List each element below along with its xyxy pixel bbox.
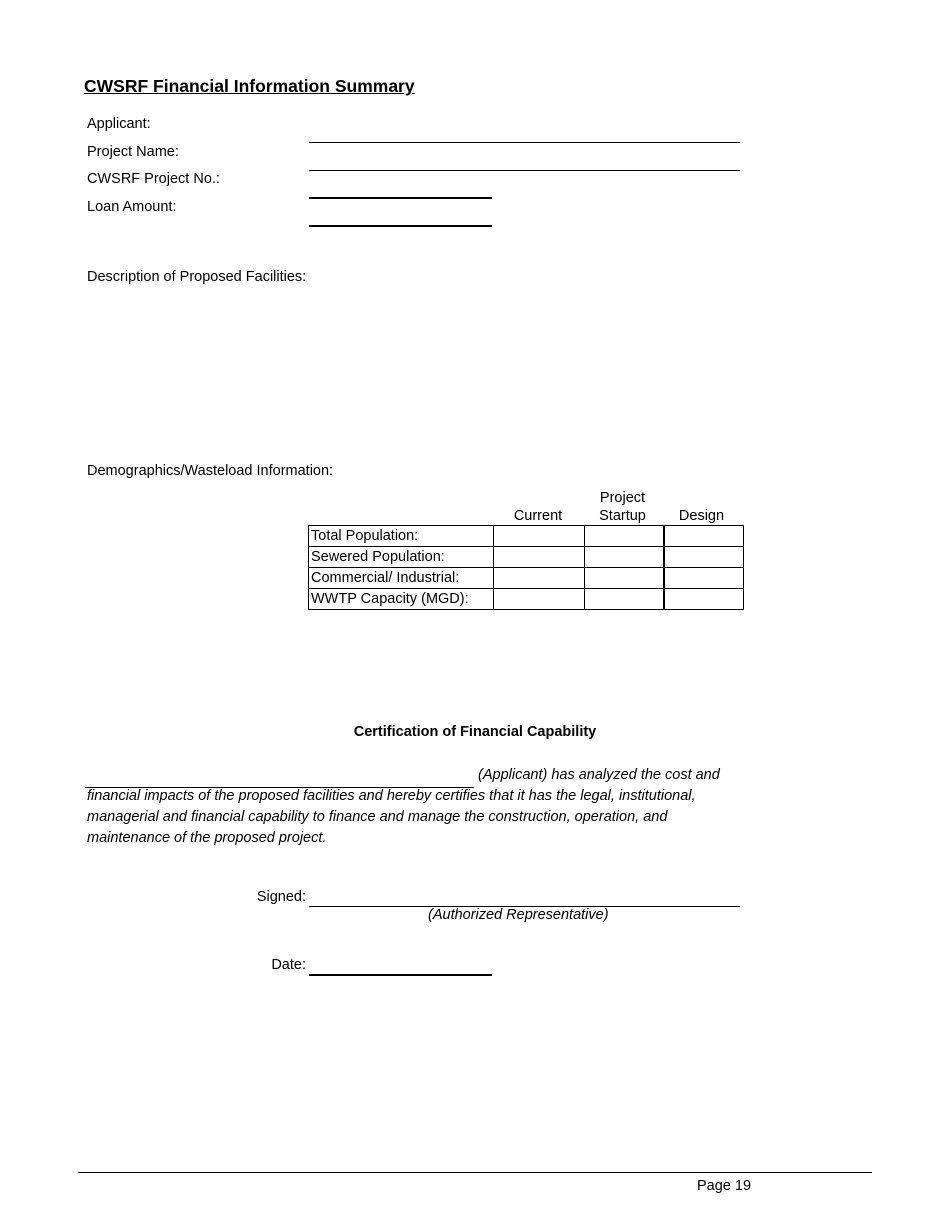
column-project-startup-line1: Project	[599, 490, 646, 506]
applicant-label: Applicant:	[87, 116, 151, 132]
authorized-representative-caption: (Authorized Representative)	[428, 907, 609, 923]
wwtp-capacity-startup-cell[interactable]	[585, 589, 665, 610]
loan-amount-field[interactable]	[309, 225, 492, 227]
column-current: Current	[513, 508, 563, 524]
table-row	[309, 589, 744, 610]
total-population-startup-cell[interactable]	[585, 526, 665, 547]
project-name-field[interactable]	[309, 170, 740, 171]
date-label: Date:	[271, 957, 306, 973]
certification-first-line: (Applicant) has analyzed the cost and	[478, 767, 720, 783]
commercial-industrial-current-cell[interactable]	[494, 568, 585, 589]
commercial-industrial-design-cell[interactable]	[664, 568, 744, 589]
wwtp-capacity-design-cell[interactable]	[664, 589, 744, 610]
project-no-label: CWSRF Project No.:	[87, 171, 220, 187]
table-row	[309, 568, 744, 589]
signed-label: Signed:	[256, 889, 306, 905]
commercial-industrial-startup-cell[interactable]	[585, 568, 665, 589]
date-field[interactable]	[309, 974, 492, 976]
project-no-field[interactable]	[309, 197, 492, 199]
table-row	[309, 547, 744, 568]
row-label-total-population: Total Population:	[309, 526, 494, 547]
certification-body: financial impacts of the proposed facilities and hereby certifies that it has the legal, institutional, managerial and financial capability to finance and manage the construction, operation, and maintenance of the proposed project.	[87, 788, 696, 846]
total-population-design-cell[interactable]	[664, 526, 744, 547]
table-row	[309, 526, 744, 547]
loan-amount-label: Loan Amount:	[87, 199, 177, 215]
project-name-label: Project Name:	[87, 144, 179, 160]
column-design: Design	[678, 508, 725, 524]
demographics-label: Demographics/Wasteload Information:	[87, 463, 334, 479]
sewered-population-startup-cell[interactable]	[585, 547, 665, 568]
certification-title: Certification of Financial Capability	[353, 724, 597, 740]
row-label-sewered-population: Sewered Population:	[309, 547, 494, 568]
footer-divider	[78, 1172, 872, 1173]
wwtp-capacity-current-cell[interactable]	[494, 589, 585, 610]
page-title: CWSRF Financial Information Summary	[84, 76, 415, 96]
demographics-table	[308, 525, 744, 610]
sewered-population-design-cell[interactable]	[664, 547, 744, 568]
page-number: Page 19	[697, 1178, 752, 1194]
column-project-startup-line2: Startup	[599, 508, 646, 524]
description-label: Description of Proposed Facilities:	[87, 269, 307, 285]
description-area[interactable]	[87, 292, 740, 452]
sewered-population-current-cell[interactable]	[494, 547, 585, 568]
total-population-current-cell[interactable]	[494, 526, 585, 547]
row-label-commercial-industrial: Commercial/ Industrial:	[309, 568, 494, 589]
row-label-wwtp-capacity: WWTP Capacity (MGD):	[309, 589, 494, 610]
applicant-field[interactable]	[309, 142, 740, 143]
